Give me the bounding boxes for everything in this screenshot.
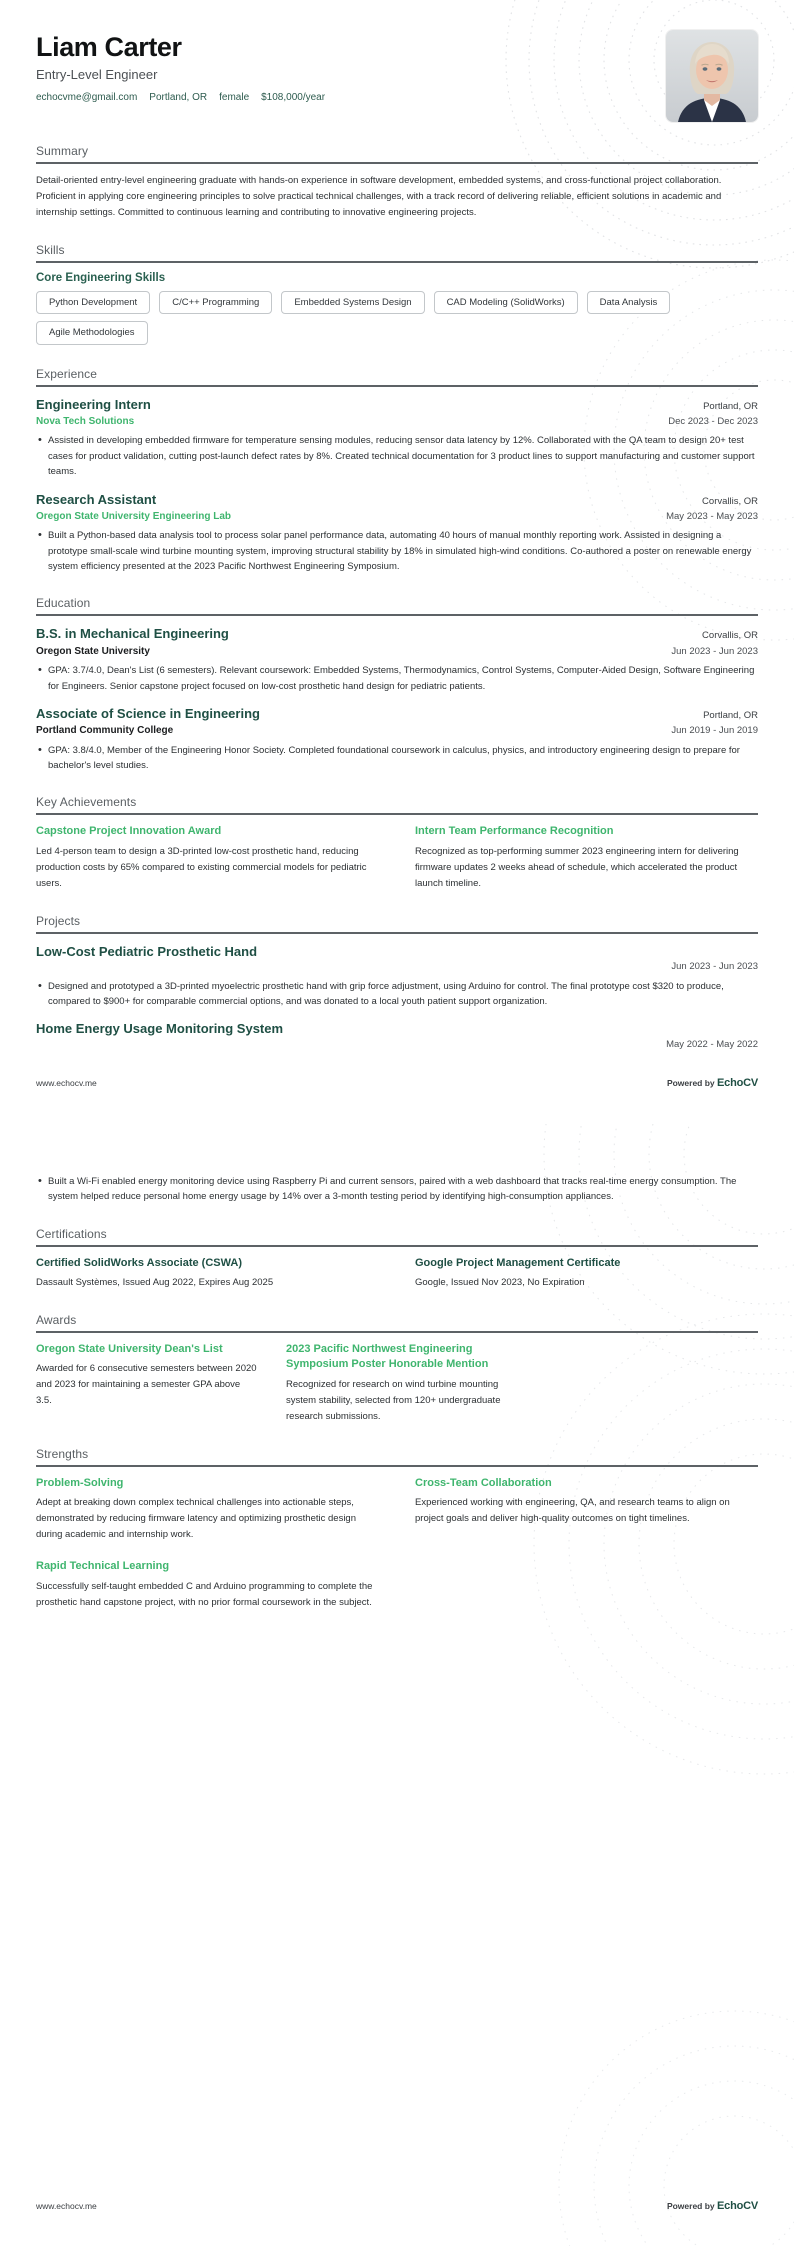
education-bullets: [36, 663, 758, 694]
section-certifications: [36, 1227, 758, 1291]
experience-dates: Dec 2023 - Dec 2023: [668, 415, 758, 427]
education-degree: B.S. in Mechanical Engineering: [36, 626, 229, 642]
section-projects: [36, 914, 758, 1052]
section-summary: [36, 144, 758, 221]
project-bullets-continued: [36, 1174, 758, 1205]
section-heading-projects: Projects: [36, 913, 81, 928]
page-footer: [36, 1077, 758, 1089]
education-entry: [36, 705, 758, 774]
certification-name: Certified SolidWorks Associate (CSWA): [36, 1256, 242, 1269]
achievement-body: Recognized as top-performing summer 2023 engineering intern for delivering firmware updates 2 weeks ahead of schedule, which accelerated the product launch timeline.: [415, 846, 739, 889]
award-list: [36, 1342, 758, 1425]
skill-group-title: Core Engineering Skills: [36, 271, 166, 284]
education-dates: Jun 2023 - Jun 2023: [671, 645, 758, 657]
award-title: 2023 Pacific Northwest Engineering Symposium Poster Honorable Mention: [286, 1342, 489, 1371]
award-item: [286, 1342, 508, 1425]
footer-brand-name: EchoCV: [717, 1077, 758, 1089]
section-heading-certifications: Certifications: [36, 1226, 107, 1241]
section-heading-awards: Awards: [36, 1312, 77, 1327]
avatar: [666, 30, 758, 122]
bullet-item: • Built a Python-based data analysis tool to process solar panel performance data, automating 40 hours of manual monthly reporting work. Assisted in designing a prototype small-scale wind turbine mounting system, improving structural stability by 18% in simulated high-wind conditions. Co-authored a poster on renewable energy system efficiency presented at the 2023 Pacific Northwest Engineering Symposium.: [36, 528, 758, 574]
contact-salary: $108,000/year: [261, 91, 326, 103]
education-school: Portland Community College: [36, 725, 174, 737]
footer-brand-name: EchoCV: [717, 2200, 758, 2212]
strength-body: Adept at breaking down complex technical challenges into actionable steps, demonstrated by reducing firmware latency and optimizing prosthetic design during academic and internship work.: [36, 1497, 356, 1541]
footer-brand: [667, 2200, 758, 2212]
education-location: Corvallis, OR: [702, 630, 758, 642]
project-name: Low-Cost Pediatric Prosthetic Hand: [36, 943, 258, 959]
section-rule: [36, 162, 758, 164]
achievement-title: Capstone Project Innovation Award: [36, 825, 222, 838]
strength-item: [36, 1476, 379, 1543]
section-experience: [36, 367, 758, 575]
certification-detail: Dassault Systèmes, Issued Aug 2022, Expires Aug 2025: [36, 1277, 274, 1289]
job-title: Entry-Level Engineer: [36, 66, 158, 82]
section-rule: [36, 614, 758, 616]
skill-chip: CAD Modeling (SolidWorks): [434, 291, 578, 314]
resume-header: [36, 0, 758, 122]
section-rule: [36, 1465, 758, 1467]
contact-info: [36, 92, 325, 103]
page-title: Liam Carter: [36, 32, 182, 62]
bullet-item: • GPA: 3.7/4.0, Dean's List (6 semesters). Relevant coursework: Embedded Systems, Thermodynamics, Control Systems, Computer-Aided Design, Software Engineering for Engineers. Senior capstone project focused on low-cost prosthetic hand design for pediatric patients.: [36, 663, 758, 694]
experience-entry: [36, 491, 758, 575]
footer-powered-label: Powered by: [666, 1078, 718, 1088]
strength-body: Successfully self-taught embedded C and Arduino programming to complete the prosthetic hand capstone project, with no prior formal coursework in the subject.: [36, 1580, 373, 1608]
award-body: Recognized for research on wind turbine mounting system stability, selected from 120+ undergraduate research submissions.: [286, 1378, 501, 1422]
section-strengths: [36, 1447, 758, 1611]
page-footer: [36, 2200, 758, 2212]
contact-gender: female: [219, 91, 250, 103]
resume-page-2: [0, 1123, 794, 2246]
key-achievement-item: [415, 824, 758, 891]
experience-bullets: [36, 433, 758, 479]
strength-body: Experienced working with engineering, QA, and research teams to align on project goals and deliver high-quality outcomes on tight timelines.: [415, 1497, 730, 1525]
section-heading-strengths: Strengths: [36, 1446, 89, 1461]
bullet-item: • Designed and prototyped a 3D-printed myoelectric prosthetic hand with grip force adjustment, using Arduino for control. The final prototype cost $320 to produce, compared to $900+ for comparable commercial options, and was donated to a local youth patient support organization.: [36, 979, 758, 1010]
experience-dates: May 2023 - May 2023: [666, 510, 758, 522]
bullet-item: • Built a Wi-Fi enabled energy monitoring device using Raspberry Pi and current sensors, paired with a web dashboard that tracks real-time energy consumption. The system helped reduce personal home energy usage by 14% over a 3-month testing period by identifying high-consumption appliances.: [36, 1174, 758, 1205]
education-dates: Jun 2019 - Jun 2019: [671, 725, 758, 737]
education-location: Portland, OR: [703, 709, 758, 721]
certification-detail: Google, Issued Nov 2023, No Expiration: [415, 1277, 585, 1289]
experience-role: Research Assistant: [36, 491, 157, 507]
education-degree: Associate of Science in Engineering: [36, 705, 260, 721]
section-rule: [36, 813, 758, 815]
award-title: Oregon State University Dean's List: [36, 1342, 223, 1355]
section-rule: [36, 261, 758, 263]
strength-list: [36, 1476, 758, 1611]
section-rule: [36, 932, 758, 934]
skill-chip: Python Development: [36, 291, 150, 314]
education-school: Oregon State University: [36, 645, 150, 657]
skill-chip-list: [36, 291, 758, 345]
education-entry: [36, 625, 758, 694]
strength-item: [415, 1476, 758, 1543]
education-bullets: [36, 743, 758, 774]
bullet-item: • GPA: 3.8/4.0, Member of the Engineering Honor Society. Completed foundational coursework in calculus, physics, and introductory engineering design to prepare for bachelor's level studies.: [36, 743, 758, 774]
award-body: Awarded for 6 consecutive semesters between 2020 and 2023 for maintaining a semester GPA above 3.5.: [36, 1363, 257, 1407]
footer-site[interactable]: www.echocv.me: [36, 1078, 97, 1088]
footer-site[interactable]: www.echocv.me: [36, 2201, 97, 2211]
section-skills: [36, 243, 758, 345]
certification-item: [36, 1256, 379, 1291]
experience-bullets: [36, 528, 758, 574]
strength-title: Rapid Technical Learning: [36, 1560, 170, 1573]
footer-powered-label: Powered by: [666, 2201, 718, 2211]
certification-list: [36, 1256, 758, 1291]
section-heading-summary: Summary: [36, 144, 89, 158]
experience-company: Nova Tech Solutions: [36, 415, 135, 427]
award-item-empty: [536, 1342, 758, 1425]
key-achievement-item: [36, 824, 379, 891]
strength-item-empty: [415, 1559, 758, 1611]
section-heading-skills: Skills: [36, 242, 65, 257]
strength-item: [36, 1559, 379, 1611]
achievement-body: Led 4-person team to design a 3D-printed low-cost prosthetic hand, reducing production costs by 65% compared to existing commercial models for pediatric users.: [36, 846, 367, 889]
section-heading-key-achievements: Key Achievements: [36, 795, 137, 810]
skill-chip: Data Analysis: [587, 291, 671, 314]
section-heading-education: Education: [36, 596, 91, 611]
strength-title: Problem-Solving: [36, 1476, 124, 1489]
section-rule: [36, 1245, 758, 1247]
achievement-title: Intern Team Performance Recognition: [415, 825, 614, 838]
bullet-item: • Assisted in developing embedded firmware for temperature sensing modules, reducing sensor data latency by 12%. Collaborated with the QA team to design 20+ test cases for product validation, cutting post-launch defect rates by 8%. Created technical documentation for 3 product lines to support manufacturing and customer support teams.: [36, 433, 758, 479]
summary-text: Detail-oriented entry-level engineering graduate with hands-on experience in software development, embedded systems, and cross-functional project collaboration. Proficient in applying core engineering principles to solve practical technical challenges, with a track record of delivering reliable, efficient solutions in academic and internship settings. Committed to continuous learning and contributing to innovative engineering projects.: [36, 175, 722, 218]
section-awards: [36, 1313, 758, 1425]
experience-location: Portland, OR: [703, 400, 758, 412]
experience-location: Corvallis, OR: [702, 495, 758, 507]
project-bullets: [36, 979, 758, 1010]
certification-name: Google Project Management Certificate: [415, 1256, 621, 1269]
project-entry: [36, 943, 758, 1010]
section-rule: [36, 385, 758, 387]
section-rule: [36, 1331, 758, 1333]
contact-location: Portland, OR: [149, 91, 208, 103]
section-key-achievements: [36, 795, 758, 891]
strength-title: Cross-Team Collaboration: [415, 1476, 552, 1489]
experience-role: Engineering Intern: [36, 396, 151, 412]
project-entry: [36, 1020, 758, 1052]
contact-email[interactable]: echocvme@gmail.com: [36, 91, 138, 103]
footer-brand: [667, 1077, 758, 1089]
skill-chip: Agile Methodologies: [36, 321, 148, 344]
key-achievement-list: [36, 824, 758, 891]
section-heading-experience: Experience: [36, 366, 98, 381]
award-item: [36, 1342, 258, 1425]
certification-item: [415, 1256, 758, 1291]
skill-chip: Embedded Systems Design: [281, 291, 424, 314]
project-dates: Jun 2023 - Jun 2023: [671, 961, 758, 973]
experience-company: Oregon State University Engineering Lab: [36, 510, 232, 522]
section-education: [36, 596, 758, 773]
experience-entry: [36, 396, 758, 480]
project-dates: May 2022 - May 2022: [666, 1038, 758, 1050]
skill-chip: C/C++ Programming: [159, 291, 272, 314]
project-name: Home Energy Usage Monitoring System: [36, 1021, 284, 1037]
